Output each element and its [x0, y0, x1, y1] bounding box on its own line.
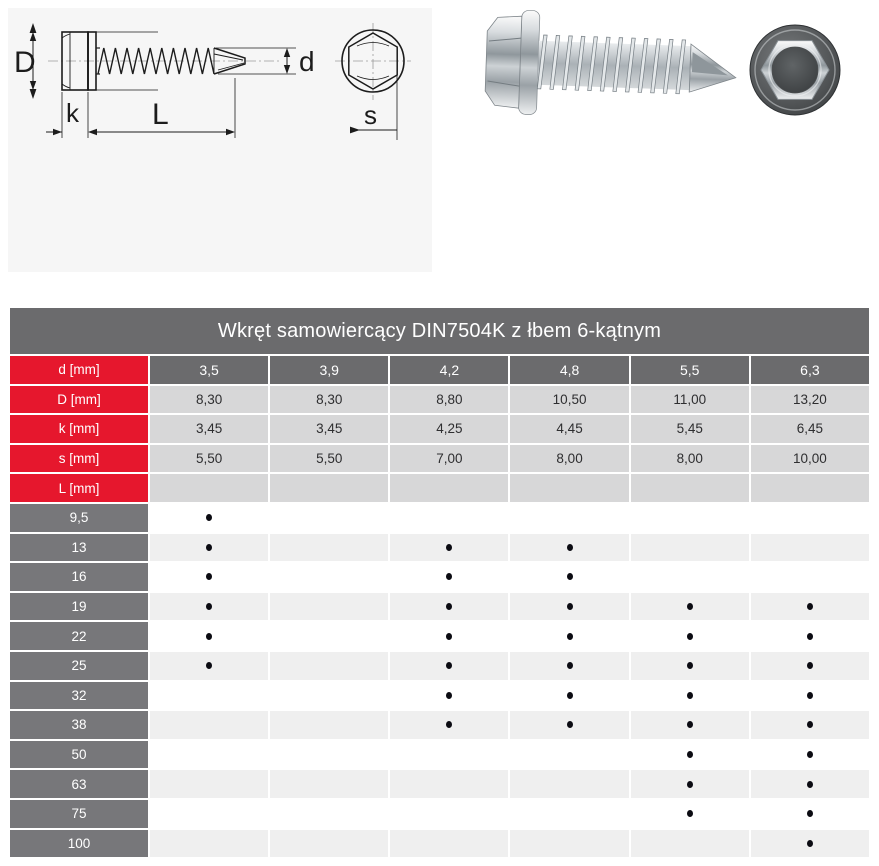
- param-value-cell: 8,80: [390, 386, 508, 414]
- dimension-label-k: k: [66, 98, 79, 128]
- dimension-label-D: D: [14, 46, 36, 79]
- availability-dot: [807, 633, 813, 640]
- param-value-cell: 4,45: [510, 415, 628, 443]
- availability-cell: [390, 770, 508, 798]
- availability-dot: [807, 810, 813, 817]
- availability-cell: [270, 652, 388, 680]
- availability-dot: [446, 633, 452, 640]
- availability-dot: [807, 692, 813, 699]
- param-value-cell: 6,3: [751, 356, 869, 384]
- availability-cell: [510, 563, 628, 591]
- availability-cell: [150, 504, 268, 532]
- availability-cell: [390, 534, 508, 562]
- param-value-cell: 3,5: [150, 356, 268, 384]
- availability-dot: [687, 692, 693, 699]
- availability-cell: [510, 800, 628, 828]
- availability-cell: [510, 652, 628, 680]
- screw-side-photo: [484, 9, 737, 122]
- length-label-cell: 75: [10, 800, 148, 828]
- param-value-cell: 6,45: [751, 415, 869, 443]
- availability-cell: [631, 652, 749, 680]
- availability-dot: [567, 544, 573, 551]
- param-value-cell: 3,45: [150, 415, 268, 443]
- availability-dot: [446, 721, 452, 728]
- availability-dot: [446, 692, 452, 699]
- availability-cell: [631, 622, 749, 650]
- length-label-cell: 38: [10, 711, 148, 739]
- availability-cell: [150, 682, 268, 710]
- availability-cell: [150, 593, 268, 621]
- availability-dot: [567, 573, 573, 580]
- availability-cell: [390, 741, 508, 769]
- availability-cell: [751, 563, 869, 591]
- availability-cell: [751, 652, 869, 680]
- availability-cell: [510, 682, 628, 710]
- availability-cell: [150, 534, 268, 562]
- length-label-cell: 25: [10, 652, 148, 680]
- availability-cell: [631, 800, 749, 828]
- availability-dot: [807, 751, 813, 758]
- length-label-cell: 22: [10, 622, 148, 650]
- availability-cell: [751, 830, 869, 858]
- dimension-label-s: s: [364, 100, 377, 130]
- table-title: Wkręt samowiercący DIN7504K z łbem 6-kątnym: [10, 308, 869, 354]
- availability-dot: [446, 544, 452, 551]
- availability-dot: [807, 603, 813, 610]
- screw-photo: [458, 6, 872, 136]
- availability-cell: [150, 563, 268, 591]
- param-value-cell: 3,9: [270, 356, 388, 384]
- availability-cell: [270, 711, 388, 739]
- screw-head-photo: [750, 25, 840, 115]
- availability-dot: [687, 603, 693, 610]
- param-value-cell: 8,00: [510, 445, 628, 473]
- param-value-cell: 8,30: [270, 386, 388, 414]
- availability-cell: [510, 504, 628, 532]
- availability-cell: [390, 830, 508, 858]
- availability-dot: [687, 810, 693, 817]
- availability-dot: [807, 781, 813, 788]
- spec-grid: [10, 356, 869, 857]
- din7504k-technical-drawing-icon: [8, 8, 432, 272]
- availability-cell: [270, 741, 388, 769]
- availability-cell: [631, 711, 749, 739]
- availability-dot: [807, 721, 813, 728]
- param-value-cell: 10,50: [510, 386, 628, 414]
- param-value-cell: 3,45: [270, 415, 388, 443]
- availability-cell: [751, 711, 869, 739]
- availability-cell: [631, 770, 749, 798]
- availability-dot: [687, 721, 693, 728]
- availability-dot: [206, 573, 212, 580]
- param-value-cell: 8,00: [631, 445, 749, 473]
- availability-cell: [150, 622, 268, 650]
- param-value-cell: 10,00: [751, 445, 869, 473]
- availability-cell: [390, 652, 508, 680]
- availability-cell: [270, 563, 388, 591]
- param-value-cell: 11,00: [631, 386, 749, 414]
- availability-dot: [567, 633, 573, 640]
- param-value-cell: 4,2: [390, 356, 508, 384]
- availability-cell: [751, 770, 869, 798]
- param-value-cell: 4,25: [390, 415, 508, 443]
- availability-dot: [206, 633, 212, 640]
- length-label-cell: 50: [10, 741, 148, 769]
- availability-cell: [751, 534, 869, 562]
- availability-cell: [631, 830, 749, 858]
- availability-dot: [687, 781, 693, 788]
- availability-cell: [631, 563, 749, 591]
- availability-cell: [510, 593, 628, 621]
- param-value-cell: 5,45: [631, 415, 749, 443]
- technical-drawing-panel: [8, 8, 432, 272]
- availability-cell: [270, 622, 388, 650]
- availability-dot: [687, 662, 693, 669]
- availability-cell: [631, 593, 749, 621]
- availability-cell: [390, 711, 508, 739]
- length-label-cell: 13: [10, 534, 148, 562]
- param-label-cell: k [mm]: [10, 415, 148, 443]
- availability-cell: [510, 622, 628, 650]
- availability-cell: [510, 741, 628, 769]
- availability-cell: [270, 830, 388, 858]
- availability-dot: [206, 544, 212, 551]
- availability-cell: [390, 593, 508, 621]
- availability-dot: [446, 573, 452, 580]
- length-label-cell: 63: [10, 770, 148, 798]
- spec-table: [10, 308, 869, 857]
- availability-cell: [631, 682, 749, 710]
- availability-cell: [150, 652, 268, 680]
- availability-cell: [631, 741, 749, 769]
- param-label-cell: D [mm]: [10, 386, 148, 414]
- availability-cell: [270, 800, 388, 828]
- availability-dot: [567, 721, 573, 728]
- availability-cell: [390, 800, 508, 828]
- availability-cell: [390, 563, 508, 591]
- availability-cell: [390, 682, 508, 710]
- availability-cell: [751, 504, 869, 532]
- param-value-cell: [270, 474, 388, 502]
- param-value-cell: [390, 474, 508, 502]
- length-label-cell: 100: [10, 830, 148, 858]
- length-label-cell: 16: [10, 563, 148, 591]
- availability-dot: [687, 633, 693, 640]
- param-value-cell: 4,8: [510, 356, 628, 384]
- availability-cell: [270, 593, 388, 621]
- availability-cell: [751, 800, 869, 828]
- availability-dot: [446, 662, 452, 669]
- availability-dot: [206, 662, 212, 669]
- product-photo-panel: [458, 6, 872, 136]
- length-label-cell: 32: [10, 682, 148, 710]
- dimension-kL: [46, 78, 235, 138]
- dimension-label-L: L: [152, 98, 169, 131]
- availability-cell: [751, 593, 869, 621]
- availability-cell: [751, 622, 869, 650]
- availability-dot: [807, 840, 813, 847]
- param-value-cell: [510, 474, 628, 502]
- availability-cell: [631, 534, 749, 562]
- availability-dot: [687, 751, 693, 758]
- availability-cell: [390, 504, 508, 532]
- availability-cell: [150, 830, 268, 858]
- param-label-cell: L [mm]: [10, 474, 148, 502]
- availability-dot: [567, 692, 573, 699]
- availability-cell: [390, 622, 508, 650]
- availability-cell: [150, 711, 268, 739]
- dimension-label-d: d: [299, 46, 315, 77]
- availability-cell: [150, 770, 268, 798]
- length-label-cell: 9,5: [10, 504, 148, 532]
- availability-dot: [567, 662, 573, 669]
- availability-cell: [751, 682, 869, 710]
- availability-cell: [510, 534, 628, 562]
- availability-cell: [150, 741, 268, 769]
- availability-cell: [270, 534, 388, 562]
- length-label-cell: 19: [10, 593, 148, 621]
- param-value-cell: 7,00: [390, 445, 508, 473]
- availability-dot: [206, 603, 212, 610]
- availability-cell: [270, 682, 388, 710]
- param-value-cell: 8,30: [150, 386, 268, 414]
- param-value-cell: 5,50: [150, 445, 268, 473]
- dimension-d: [216, 46, 315, 77]
- param-value-cell: 5,50: [270, 445, 388, 473]
- availability-dot: [567, 603, 573, 610]
- availability-cell: [751, 741, 869, 769]
- param-label-cell: s [mm]: [10, 445, 148, 473]
- param-label-cell: d [mm]: [10, 356, 148, 384]
- availability-dot: [206, 514, 212, 521]
- param-value-cell: [751, 474, 869, 502]
- availability-cell: [631, 504, 749, 532]
- availability-cell: [150, 800, 268, 828]
- availability-dot: [446, 603, 452, 610]
- availability-cell: [270, 770, 388, 798]
- availability-dot: [807, 662, 813, 669]
- availability-cell: [510, 770, 628, 798]
- param-value-cell: 13,20: [751, 386, 869, 414]
- param-value-cell: [631, 474, 749, 502]
- availability-cell: [510, 830, 628, 858]
- availability-cell: [270, 504, 388, 532]
- param-value-cell: [150, 474, 268, 502]
- screw-thread-side: [96, 48, 245, 74]
- param-value-cell: 5,5: [631, 356, 749, 384]
- availability-cell: [510, 711, 628, 739]
